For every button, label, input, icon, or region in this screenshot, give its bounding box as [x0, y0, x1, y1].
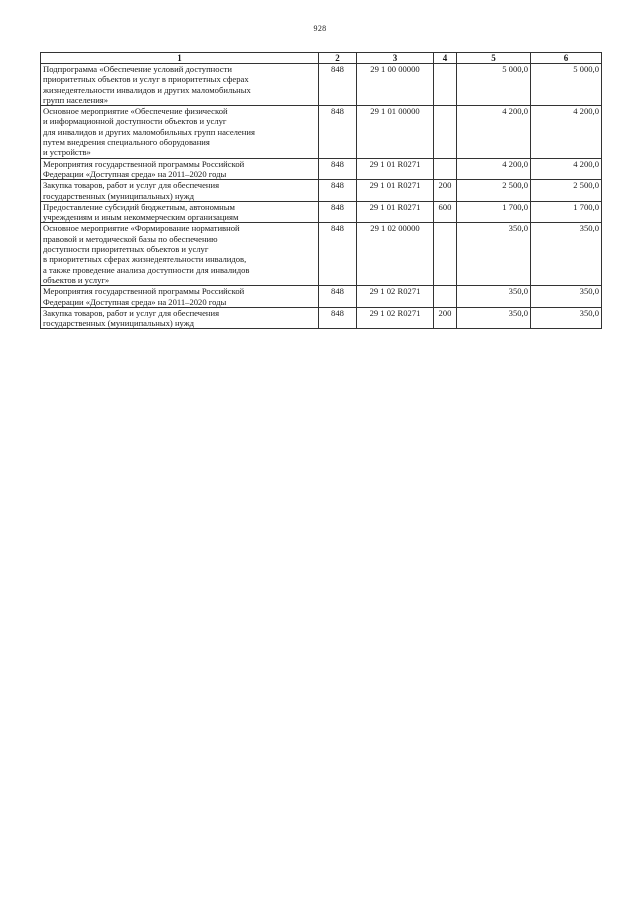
row-amount-2: 4 200,0	[531, 106, 602, 158]
table-row	[41, 307, 602, 329]
row-amount-1: 350,0	[457, 307, 531, 329]
row-ministry-code: 848	[319, 223, 357, 286]
table-row	[41, 180, 602, 202]
row-amount-2: 5 000,0	[531, 64, 602, 106]
row-target-code: 29 1 01 00000	[357, 106, 434, 158]
row-amount-2: 1 700,0	[531, 201, 602, 223]
row-name: Мероприятия государственной программы Российской Федерации «Доступная среда» на 2011–2020 годы	[41, 286, 319, 308]
table-row	[41, 286, 602, 308]
row-amount-1: 1 700,0	[457, 201, 531, 223]
table-header	[41, 53, 602, 64]
row-ministry-code: 848	[319, 307, 357, 329]
row-ministry-code: 848	[319, 201, 357, 223]
row-expense-type: 200	[434, 307, 457, 329]
row-target-code: 29 1 02 00000	[357, 223, 434, 286]
row-expense-type: 600	[434, 201, 457, 223]
row-amount-1: 4 200,0	[457, 106, 531, 158]
row-ministry-code: 848	[319, 158, 357, 180]
budget-table	[40, 52, 602, 329]
page-number: 928	[313, 24, 327, 33]
row-expense-type	[434, 286, 457, 308]
row-name: Основное мероприятие «Формирование нормативной правовой и методической базы по обеспечению доступности приоритетных объектов и услуг в приоритетных сферах жизнедеятельности инвалидов, а также проведение анализа доступности для инвалидов объектов и услуг»	[41, 223, 319, 286]
row-target-code: 29 1 02 R0271	[357, 286, 434, 308]
table-body	[41, 64, 602, 329]
row-expense-type	[434, 158, 457, 180]
row-expense-type	[434, 106, 457, 158]
row-amount-2: 350,0	[531, 286, 602, 308]
row-target-code: 29 1 01 R0271	[357, 180, 434, 202]
row-name: Подпрограмма «Обеспечение условий доступности приоритетных объектов и услуг в приоритетных сферах жизнедеятельности инвалидов и других маломобильных групп населения»	[41, 64, 319, 106]
table-row	[41, 223, 602, 286]
row-amount-1: 350,0	[457, 223, 531, 286]
row-amount-2: 2 500,0	[531, 180, 602, 202]
row-target-code: 29 1 01 R0271	[357, 201, 434, 223]
header-col-1: 1	[41, 53, 319, 64]
row-name: Закупка товаров, работ и услуг для обеспечения государственных (муниципальных) нужд	[41, 307, 319, 329]
row-name: Предоставление субсидий бюджетным, автономным учреждениям и иным некоммерческим организациям	[41, 201, 319, 223]
header-col-6: 6	[531, 53, 602, 64]
row-target-code: 29 1 01 R0271	[357, 158, 434, 180]
row-amount-1: 5 000,0	[457, 64, 531, 106]
row-amount-1: 2 500,0	[457, 180, 531, 202]
row-amount-1: 4 200,0	[457, 158, 531, 180]
row-name: Мероприятия государственной программы Российской Федерации «Доступная среда» на 2011–2020 годы	[41, 158, 319, 180]
header-row	[41, 53, 602, 64]
table-row	[41, 201, 602, 223]
table-row	[41, 158, 602, 180]
row-name: Основное мероприятие «Обеспечение физической и информационной доступности объектов и услуг для инвалидов и других маломобильных групп населения путем внедрения специального оборудования и устройств»	[41, 106, 319, 158]
table-row	[41, 64, 602, 106]
row-amount-2: 350,0	[531, 223, 602, 286]
row-ministry-code: 848	[319, 64, 357, 106]
row-amount-2: 4 200,0	[531, 158, 602, 180]
row-ministry-code: 848	[319, 106, 357, 158]
header-col-3: 3	[357, 53, 434, 64]
header-col-2: 2	[319, 53, 357, 64]
header-col-4: 4	[434, 53, 457, 64]
header-col-5: 5	[457, 53, 531, 64]
row-amount-2: 350,0	[531, 307, 602, 329]
row-target-code: 29 1 02 R0271	[357, 307, 434, 329]
row-ministry-code: 848	[319, 180, 357, 202]
row-expense-type: 200	[434, 180, 457, 202]
row-name: Закупка товаров, работ и услуг для обеспечения государственных (муниципальных) нужд	[41, 180, 319, 202]
table-row	[41, 106, 602, 158]
row-expense-type	[434, 223, 457, 286]
row-amount-1: 350,0	[457, 286, 531, 308]
row-target-code: 29 1 00 00000	[357, 64, 434, 106]
row-ministry-code: 848	[319, 286, 357, 308]
row-expense-type	[434, 64, 457, 106]
